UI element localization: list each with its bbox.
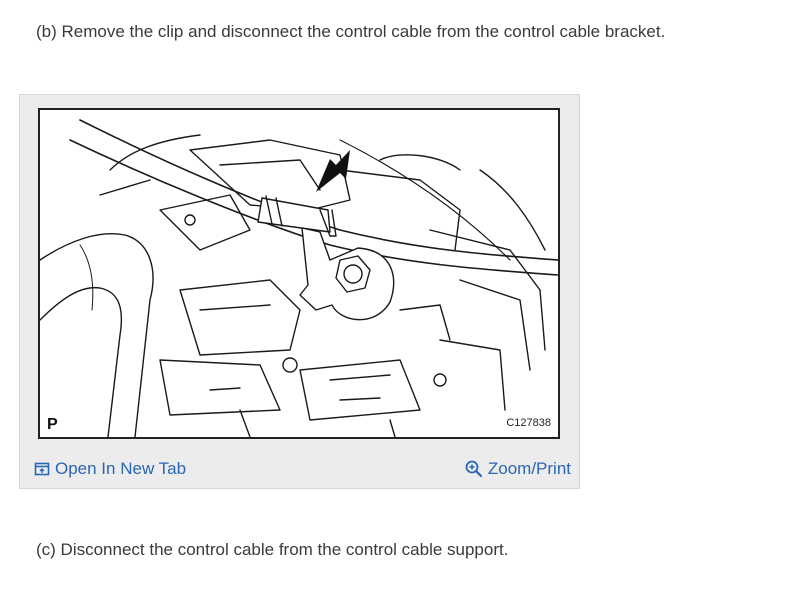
figure-card [19, 94, 580, 489]
zoom-print-label: Zoom/Print [487, 459, 571, 478]
technical-illustration [38, 108, 560, 439]
figure-code: C127838 [506, 417, 551, 429]
figure-footer [20, 450, 579, 486]
open-in-new-tab-link[interactable] [34, 459, 186, 479]
zoom-icon [465, 460, 483, 478]
open-in-new-tab-label: Open In New Tab [55, 459, 187, 478]
step-b-instruction: (b) Remove the clip and disconnect the control cable from the control cable bracket. [36, 22, 666, 41]
engine-drawing [40, 110, 558, 437]
figure-view-letter: P [47, 416, 58, 433]
open-new-tab-icon [34, 461, 50, 477]
zoom-print-link[interactable] [465, 459, 571, 479]
step-c-instruction: (c) Disconnect the control cable from the control cable support. [36, 540, 509, 559]
